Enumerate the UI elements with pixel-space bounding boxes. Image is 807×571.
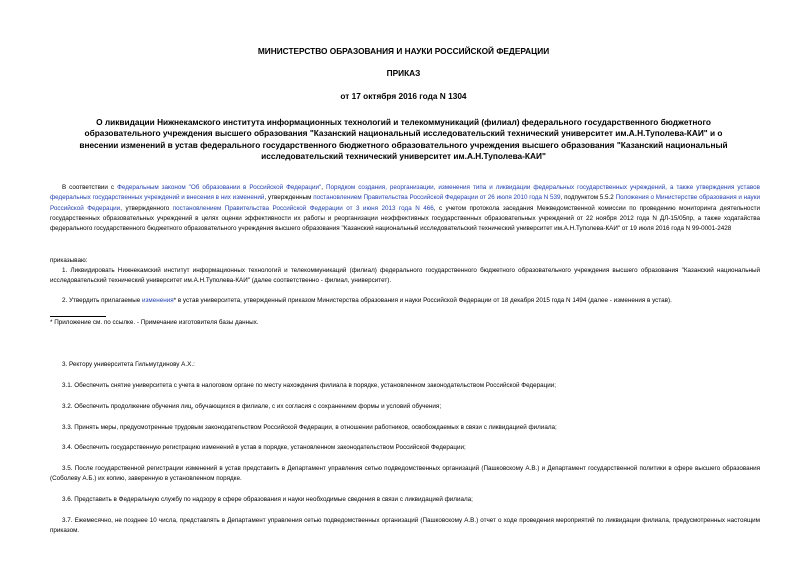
- paragraph-3-6: 3.6. Представить в Федеральную службу по надзору в сфере образования и науки необходимые сведения в связи с ликвидацией филиала;: [62, 496, 473, 503]
- preamble-text-5: , утвержденного: [120, 204, 173, 212]
- preamble-text-6: , с учетом протокола заседания Межведомственной комиссии по проведению мониторинга деятельности государственных образовательных учреждений в целях оценки эффективности их работы и реорганизации неэффективных государственных образовательных учреждений от 22 ноября 2012 года N ДЛ-15/05пр, а также ходатайства федерального государственного бюджетного образовательного учреждения высшего образования "Казанский национальный исследовательский технический университет им.А.Н.Туполева-КАИ" от 19 июля 2016 года N 99-0001-2428: [50, 204, 760, 233]
- preamble-text-1: В соответствии с: [62, 184, 118, 191]
- paragraph-2-text-1: 2. Утвердить прилагаемые: [62, 297, 142, 304]
- paragraph-3-2: 3.2. Обеспечить продолжение обучения лиц, обучающихся в филиале, с их согласия с сохранением формы и условий обучения;: [62, 403, 442, 410]
- paragraph-3-3: 3.3. Принять меры, предусмотренные трудовым законодательством Российской Федерации, в отношении работников, освобождаемых в связи с ликвидацией филиала;: [62, 424, 557, 431]
- link-procedure[interactable]: Порядком создания, реорганизации, изменения типа и ликвидации федеральных государственных учреждений, а также утверждения уставов федеральных государственных учреждений и внесения в них изменений: [50, 184, 760, 202]
- preamble-text-3: , утвержденным: [264, 194, 314, 202]
- paragraph-3: 3. Ректору университета Гильмутдинову А.Х.:: [62, 361, 195, 368]
- footnote: * Приложение см. по ссылке. - Примечание изготовителя базы данных.: [50, 319, 259, 326]
- paragraph-3-1: 3.1. Обеспечить снятие университета с учета в налоговом органе по месту нахождения филиала в порядке, установленном законодательством Российской Федерации;: [62, 382, 557, 389]
- link-amendments[interactable]: изменения: [142, 297, 174, 304]
- date-number-heading: от 17 октября 2016 года N 1304: [340, 91, 467, 101]
- paragraph-2: [50, 296, 760, 306]
- paragraph-2-text-2: * в устав университета, утвержденный приказом Министерства образования и науки Российской Федерации от 18 декабря 2015 года N 1494 (далее - изменения в устав).: [173, 297, 672, 304]
- footnote-separator: [50, 316, 106, 317]
- link-federal-law[interactable]: Федеральным законом "Об образовании в Российской Федерации": [117, 184, 322, 191]
- paragraph-1: 1. Ликвидировать Нижнекамский институт информационных технологий и телекоммуникаций (филиал) федерального государственного бюджетного образовательного учреждения высшего образования "Казанский национальный исследовательский технический университет им.А.Н.Туполева-КАИ" (далее соответственно - филиал, университет).: [50, 267, 760, 285]
- order-word: приказываю:: [50, 257, 88, 264]
- link-ministry-regulation[interactable]: Положения о Министерстве образования и науки Российской Федерации: [50, 194, 760, 212]
- ministry-heading: МИНИСТЕРСТВО ОБРАЗОВАНИЯ И НАУКИ РОССИЙСКОЙ ФЕДЕРАЦИИ: [257, 46, 550, 56]
- link-resolution-539[interactable]: постановлением Правительства Российской Федерации от 26 июля 2010 года N 539: [313, 194, 561, 202]
- paragraph-3-5: 3.5. После государственной регистрации изменений в устав представить в Департамент управления сетью подведомственных организаций (Пашковскому А.В.) и Департамент государственной политики в сфере высшего образования (Соболеву А.Б.) их копию, заверенную в установленном порядке.: [50, 465, 760, 483]
- doc-type-heading: ПРИКАЗ: [386, 68, 421, 78]
- paragraph-3-7: 3.7. Ежемесячно, не позднее 10 числа, представлять в Департамент управления сетью подведомственных организаций (Пашковскому А.В.) отчет о ходе проведения мероприятий по ликвидации филиала, предусмотренных настоящим приказом.: [50, 517, 760, 535]
- preamble-text-4: , подпунктом 5.5.2: [560, 194, 616, 202]
- paragraph-3-4: 3.4. Обеспечить государственную регистрацию изменений в устав в порядке, установленном законодательством Российской Федерации;: [62, 444, 466, 451]
- link-resolution-466[interactable]: постановлением Правительства Российской Федерации от 3 июня 2013 года N 466: [172, 204, 434, 212]
- preamble-text-2: ,: [321, 184, 327, 191]
- document-title: О ликвидации Нижнекамского института информационных технологий и телекоммуникаций (филиал) федерального государственного бюджетного образовательного учреждения высшего образования "Казанский национальный исследовательский технический университет им.А.Н.Туполева-КАИ" и о внесении изменений в устав федерального государственного бюджетного образовательного учреждения высшего образования "Казанский национальный исследовательский технический университет им.А.Н.Туполева-КАИ": [79, 117, 728, 162]
- preamble-paragraph: [50, 183, 760, 234]
